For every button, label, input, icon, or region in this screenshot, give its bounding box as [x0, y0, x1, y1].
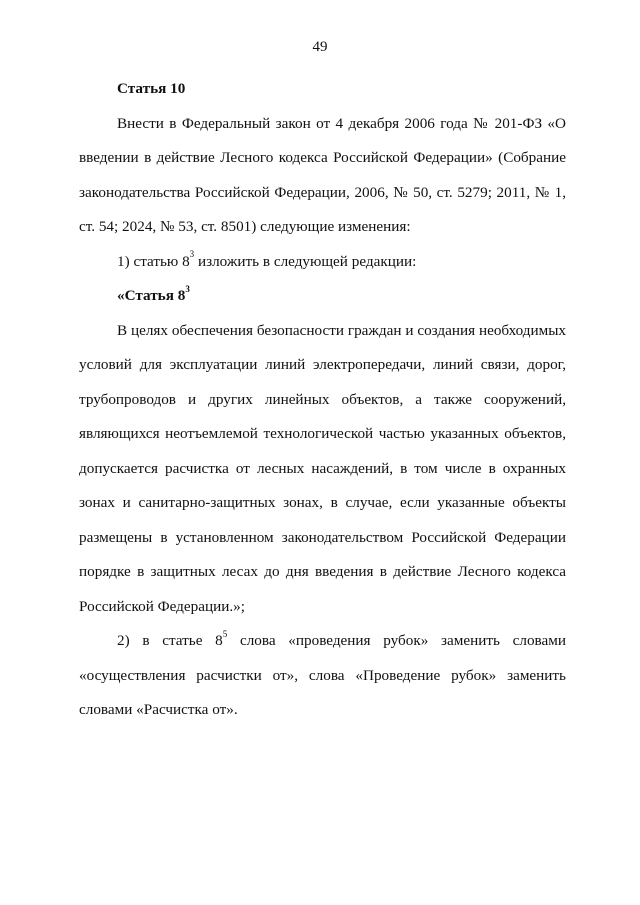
document-body	[79, 72, 566, 728]
item-2-text-after: слова «проведения рубок» заменить словами «осуществления расчистки от», слова «Проведение рубок» заменить словами «Расчистка от».	[79, 632, 566, 718]
item-2-paragraph	[79, 624, 566, 728]
item-1-paragraph	[79, 245, 566, 280]
page-number: 49	[312, 39, 328, 55]
item-2-superscript: 5	[222, 628, 228, 639]
item-1-text-before: 1) статью 8	[117, 252, 190, 270]
quoted-article-paragraph: В целях обеспечения безопасности граждан и создания необходимых условий для эксплуатации линий электропередачи, линий связи, дорог, трубопроводов и других линейных объектов, а также сооружений, являющихся неотъемлемой технологической частью указанных объектов, допускается расчистка от лесных насаждений, в том числе в охранных зонах и санитарно-защитных зонах, в случае, если указанные объекты размещены в установленном законодательством Российской Федерации порядке в защитных лесах до дня введения в действие Лесного кодекса Российской Федерации.»;	[79, 321, 566, 615]
quoted-article-title-text: «Статья 8	[117, 287, 186, 304]
item-1-text-after: изложить в следующей редакции:	[194, 252, 417, 270]
item-2-text-before: 2) в статье 8	[117, 632, 223, 649]
item-1-superscript: 3	[189, 249, 195, 260]
intro-paragraph: Внести в Федеральный закон от 4 декабря 2006 года № 201-ФЗ «О введении в действие Лесного кодекса Российской Федерации» (Собрание законодательства Российской Федерации, 2006, № 50, ст. 5279; 2011, № 1, ст. 54; 2024, № 53, ст. 8501) следующие изменения:	[79, 114, 566, 235]
article-title: Статья 10	[117, 80, 186, 97]
quoted-article-superscript: 3	[185, 283, 190, 294]
quoted-article-title	[79, 279, 566, 314]
